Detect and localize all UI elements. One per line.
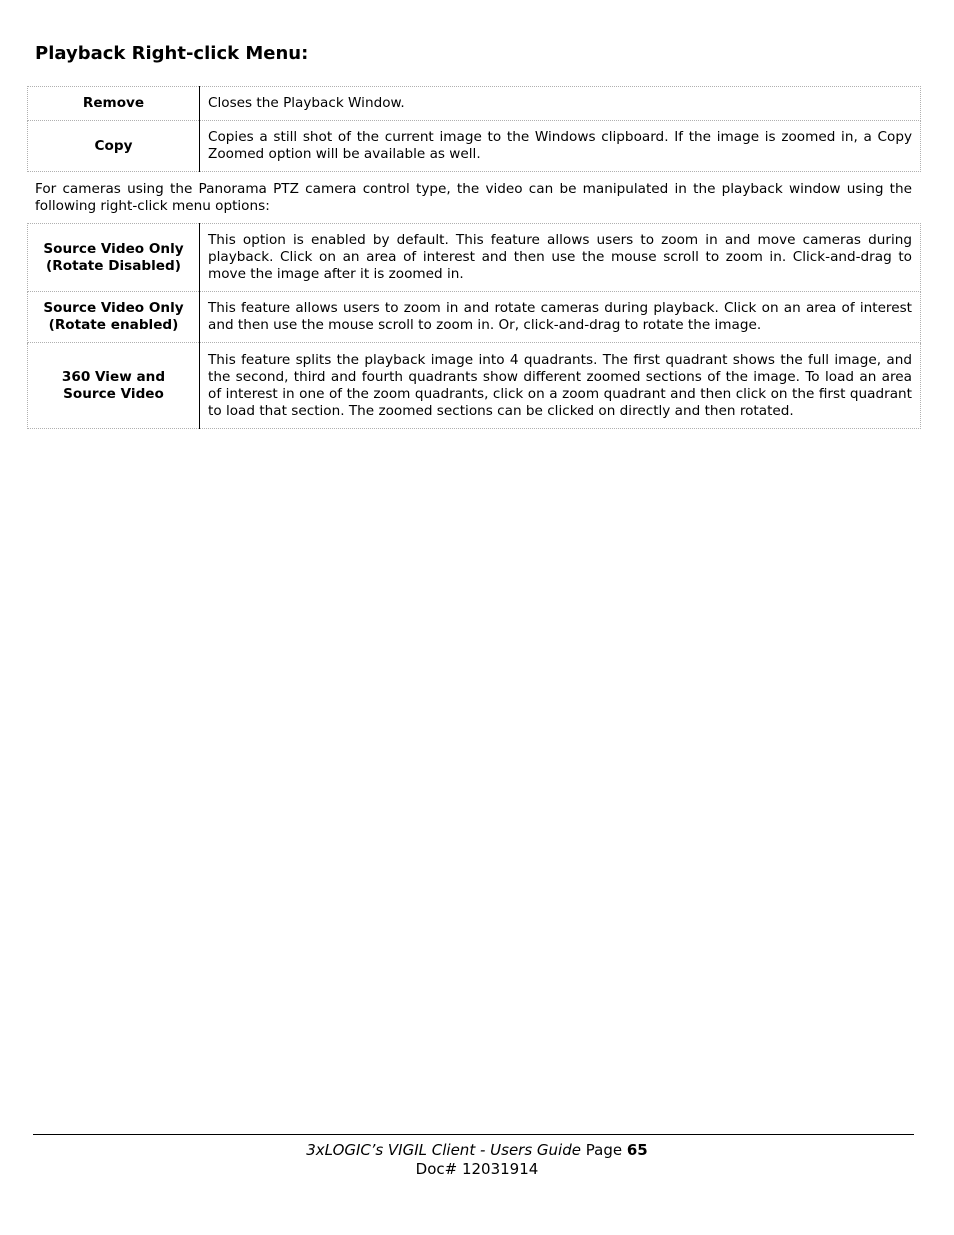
page-footer	[0, 1141, 954, 1179]
table-row	[28, 121, 921, 172]
table-row	[28, 292, 921, 343]
menu-term	[28, 292, 200, 343]
menu-term	[28, 224, 200, 292]
menu-term-line: Source Video Only	[43, 240, 184, 257]
menu-term-line: 360 View and	[61, 368, 166, 385]
menu-term	[28, 343, 200, 429]
intro-paragraph: For cameras using the Panorama PTZ camera control type, the video can be manipulated in the playback window using the following right-click menu options:	[35, 181, 912, 214]
footer-guide-title: 3xLOGIC’s VIGIL Client - Users Guide	[306, 1141, 581, 1159]
menu-description: Copies a still shot of the current image to the Windows clipboard. If the image is zoomed in, a Copy Zoomed option will be available as well.	[200, 121, 921, 172]
menu-description: Closes the Playback Window.	[200, 87, 921, 121]
footer-page-number: 65	[626, 1141, 648, 1159]
menu-description: This feature allows users to zoom in and rotate cameras during playback. Click on an area of interest and then use the mouse scroll to zoom in. Or, click-and-drag to rotate the image.	[200, 292, 921, 343]
menu-term: Remove	[28, 87, 200, 121]
menu-description: This option is enabled by default. This feature allows users to zoom in and move cameras during playback. Click on an area of interest and then use the mouse scroll to zoom in. Click-and-drag to move the image after it is zoomed in.	[200, 224, 921, 292]
footer-doc-number: Doc# 12031914	[415, 1160, 539, 1178]
menu-term-line: Source Video Only	[43, 300, 184, 316]
basic-menu-table	[27, 86, 921, 172]
menu-term: Copy	[28, 121, 200, 172]
table-row	[28, 343, 921, 429]
menu-term-line: (Rotate Disabled)	[46, 257, 181, 274]
page-heading: Playback Right-click Menu:	[35, 43, 309, 64]
menu-term-line: Source Video	[63, 385, 164, 402]
footer-title-line	[0, 1141, 954, 1160]
table-row	[28, 87, 921, 121]
menu-description: This feature splits the playback image into 4 quadrants. The first quadrant shows the full image, and the second, third and fourth quadrants show different zoomed sections of the image. To load an area of interest in one of the zoom quadrants, click on a zoom quadrant and then click on the first quadrant to load that section. The zoomed sections can be clicked on directly and then rotated.	[200, 343, 921, 429]
panorama-menu-table	[27, 223, 921, 429]
footer-page-label: Page	[585, 1141, 623, 1159]
menu-term-line: (Rotate enabled)	[48, 317, 179, 333]
footer-divider	[33, 1134, 914, 1135]
table-row	[28, 224, 921, 292]
